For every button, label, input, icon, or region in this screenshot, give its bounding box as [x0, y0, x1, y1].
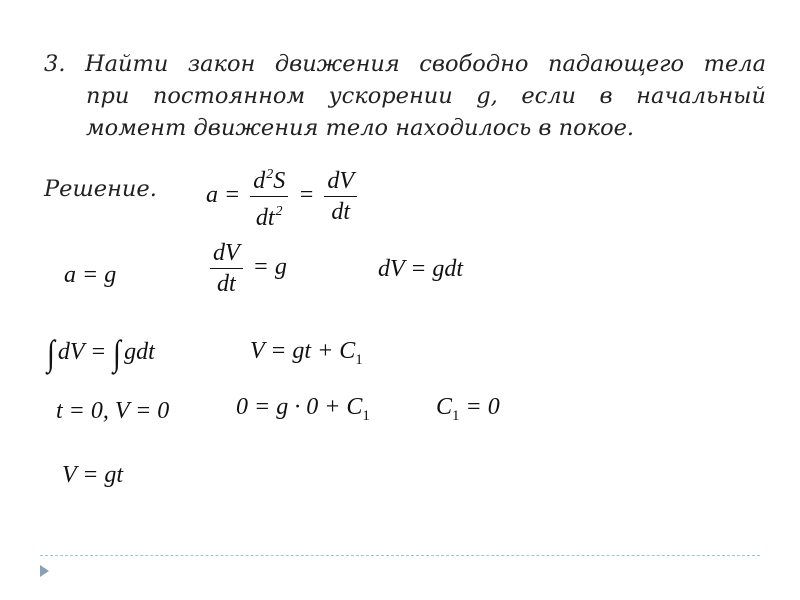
eq7-text: t = 0, V = 0 — [56, 398, 170, 424]
problem-line-1: 3. Найти закон движения свободно падающего тела — [44, 51, 766, 77]
eq8-main: 0 = g · 0 + C — [236, 394, 363, 420]
problem-line-2: при постоянном ускорении g, если в начальный — [86, 83, 766, 109]
equation-constant-substitution — [236, 394, 370, 425]
equation-integral — [46, 332, 155, 374]
equation-initial-conditions — [56, 398, 169, 425]
eq1-fraction-dv-dt — [324, 166, 357, 227]
equation-constant-value — [436, 394, 500, 425]
equation-a-equals-g: a = g — [64, 262, 117, 288]
eq1-equals: = — [298, 182, 315, 209]
eq8-sub: 1 — [362, 408, 370, 424]
footer-divider — [40, 555, 760, 556]
problem-line-3: момент движения тело находилось в покое. — [86, 115, 635, 141]
eq1-lhs: a = — [206, 182, 241, 209]
eq9-sub: 1 — [452, 408, 460, 424]
integral-sign-2: ∫ — [113, 333, 122, 373]
solution-label: Решение. — [44, 176, 157, 202]
eq6-sub: 1 — [355, 352, 363, 368]
eq1-num-s: S — [273, 168, 286, 194]
integral-sign-1: ∫ — [46, 333, 55, 373]
equation-final-velocity: V = gt — [62, 462, 124, 488]
eq3-den: dt — [217, 271, 236, 297]
eq1-den-sup: 2 — [275, 204, 283, 219]
eq6-main: V = gt + C — [250, 338, 356, 364]
eq3-fraction — [210, 238, 243, 299]
eq1-fraction-second-derivative — [250, 160, 288, 233]
eq5-a: dV = — [57, 339, 107, 365]
eq3-num: dV — [210, 238, 243, 269]
eq9-rest: = 0 — [459, 394, 500, 420]
equation-acceleration-definition — [206, 160, 361, 233]
equation-dv-dt-equals-g — [206, 238, 287, 299]
equation-velocity-general — [250, 338, 363, 369]
eq1-frac2-den: dt — [331, 199, 351, 225]
eq1-den: dt — [255, 205, 275, 231]
problem-statement — [44, 48, 766, 144]
equation-dv-equals-gdt: dV = gdt — [378, 256, 464, 282]
eq5-b: gdt — [124, 339, 155, 365]
eq1-frac2-num: dV — [324, 166, 357, 197]
eq9-main: C — [436, 394, 453, 420]
eq3-rest: = g — [252, 254, 287, 281]
eq1-num-d: d — [253, 168, 266, 194]
eq1-num-sup: 2 — [266, 167, 274, 182]
triangle-right-icon[interactable] — [40, 565, 49, 577]
